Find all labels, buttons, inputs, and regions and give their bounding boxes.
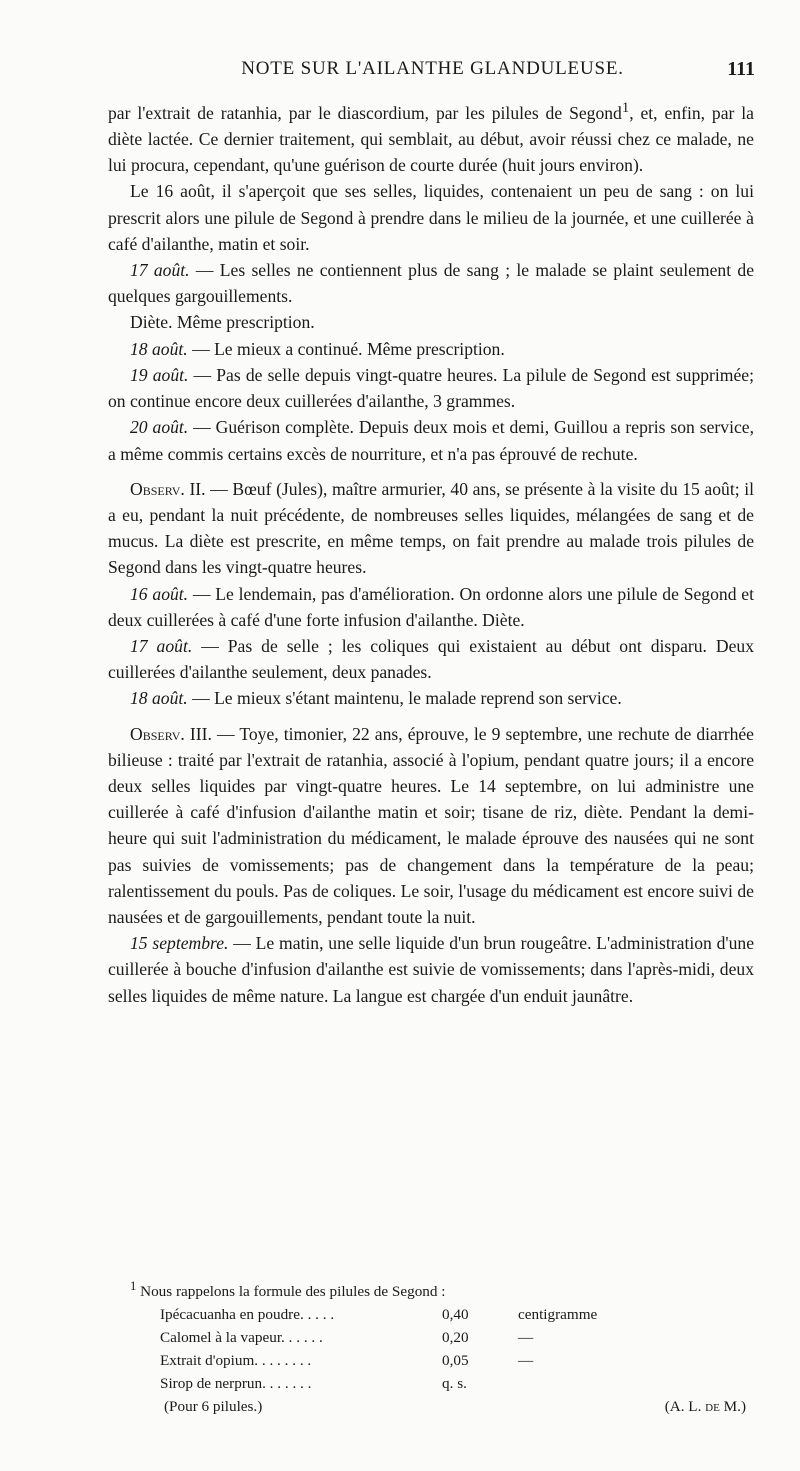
date-label: 18 août. [130,688,188,709]
date-label: 18 août. [130,338,188,359]
date-label: 20 août. [130,417,189,438]
quantity: 0,05 [442,1352,469,1370]
paragraph: 15 septembre. — Le matin, une selle liquide d'un brun rougeâtre. L'administration d'une cuillerée à bouche d'infusion d'ailanthe est suivie de vomissements; dans l'après-midi, deux selles liquides de même nature. La langue est chargée d'un enduit jaunâtre. [108,933,754,1006]
paragraph: 20 août. — Guérison complète. Depuis deux mois et demi, Guillou a repris son service, a même commis certains excès de nourriture, et n'a pas éprouvé de rechute. [108,417,754,464]
footnote-marker: 1 [130,1279,137,1293]
prescription-row [156,1303,601,1326]
prescription-row [156,1326,601,1349]
paragraph: Le 16 août, il s'aperçoit que ses selles, liquides, contenaient un peu de sang : on lui prescrit alors une pilule de Segond à prendre dans le milieu de la journée, et une cuillerée à café d'ailanthe, matin et soir. [108,181,754,254]
paragraph: Diète. Même prescription. [130,312,315,333]
quantity: 0,40 [442,1306,469,1324]
paragraph: 18 août. — Le mieux s'étant maintenu, le malade reprend son service. [130,688,622,709]
ingredient: Ipécacuanha en poudre. . . . . [160,1306,335,1324]
paragraph: 17 août. — Les selles ne contiennent plus de sang ; le malade se plaint seulement de quelques gargouillements. [108,260,755,307]
observation-label: Observ. [130,723,185,744]
paragraph: par l'extrait de ratanhia, par le diascordium, par les pilules de Segond$^1$, et, enfin, par la diète lactée. Ce dernier traitement, qui semblait, au début, avoir réussi chez ce malade, ne lui procura, cependant, qu'une guérison de courte durée (huit jours environ). [108,100,754,176]
paragraph: 17 août. — Pas de selle ; les coliques qui existaient au début ont disparu. Deux cuillerées d'ailanthe seulement, deux panades. [108,635,754,683]
date-label: 19 août. [130,364,189,385]
footnote-ref[interactable]: 1 [621,100,630,116]
footnote-closing [164,1395,746,1418]
date-label: 15 septembre. [130,933,229,954]
quantity: 0,20 [442,1329,469,1347]
observation-2: Observ. II. — Bœuf (Jules), maître armurier, 40 ans, se présente à la visite du 15 août; il a eu, pendant la nuit précédente, de nombreuses selles liquides, mélangées de sang et de mucus. La diète est prescrite, en même temps, on fait prendre au malade trois pilules de Segond dans les vingt-quatre heures. [108,478,754,578]
body-text [108,95,754,1009]
page-header [110,58,755,88]
paragraph: 18 août. — Le mieux a continué. Même prescription. [130,338,505,359]
paragraph: 16 août. — Le lendemain, pas d'amélioration. On ordonne alors une pilule de Segond et deux cuillerées à café d'une forte infusion d'ailanthe. Diète. [108,583,754,630]
observation-3: Observ. III. — Toye, timonier, 22 ans, éprouve, le 9 septembre, une rechute de diarrhée bilieuse : traité par l'extrait de ratanhia, associé à l'opium, pendant quatre jours; il a encore deux selles liquides par vingt-quatre heures. Le 14 septembre, on lui administre une cuillerée à café d'infusion d'ailanthe matin et soir; tisane de riz, diète. Pendant la demi-heure qui suit l'administration du médicament, le malade éprouve des nausées qui ne sont pas suivies de vomissements; pas de changement dans la température de la peau; ralentissement du pouls. Pas de coliques. Le soir, l'usage du médicament est encore suivi de nausées et de gargouillements, pendant toute la nuit. [108,723,754,927]
date-label: 16 août. [130,583,189,604]
prescription-row [156,1349,601,1372]
author-signature: (A. L. de M.) [664,1398,746,1416]
paragraph: 19 août. — Pas de selle depuis vingt-quatre heures. La pilule de Segond est supprimée; on continue encore deux cuillerées d'ailanthe, 3 grammes. [108,364,754,412]
pill-count-note: (Pour 6 pilules.) [164,1398,263,1416]
page-number: 111 [727,58,755,80]
quantity: q. s. [442,1375,467,1393]
running-title: NOTE SUR L'AILANTHE GLANDULEUSE. [241,58,624,79]
footnote-intro: $^1$ Nous rappelons la formule des pilules de Segond : [130,1279,446,1301]
prescription-row [156,1372,601,1395]
unit [514,1372,601,1395]
prescription-table [156,1303,601,1395]
ingredient: Extrait d'opium. . . . . . . . [160,1352,312,1370]
unit: — [518,1352,534,1370]
ingredient: Calomel à la vapeur. . . . . . [160,1329,323,1347]
date-label: 17 août. [130,635,193,656]
date-label: 17 août. [130,260,190,281]
observation-label: Observ. [130,478,185,499]
unit: centigramme [518,1306,598,1324]
ingredient: Sirop de nerprun. . . . . . . [160,1375,312,1393]
unit: — [518,1329,534,1347]
footnote [108,1275,754,1418]
